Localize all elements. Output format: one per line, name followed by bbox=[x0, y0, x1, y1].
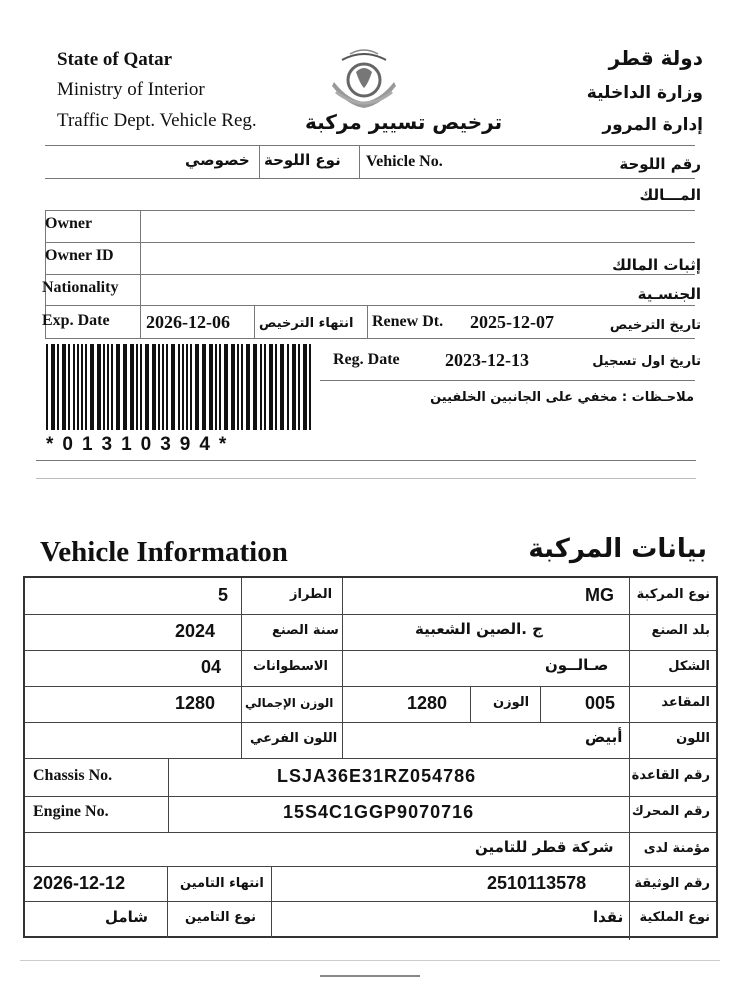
owner-id-label: Owner ID bbox=[45, 247, 114, 264]
policy-label: رقم الوثيقة bbox=[634, 876, 710, 891]
exp-date-label: Exp. Date bbox=[42, 312, 110, 329]
dept-ar: إدارة المرور bbox=[602, 115, 703, 135]
engine-value: 15S4C1GGP9070716 bbox=[283, 802, 475, 822]
chassis-label-ar: رقم القاعدة bbox=[631, 768, 710, 783]
owner-id-label-ar: إثبات المالك bbox=[612, 256, 701, 274]
weight-label: الوزن bbox=[493, 695, 530, 710]
color-label: اللون bbox=[676, 731, 710, 746]
cylinders-label: الاسطوانات bbox=[253, 659, 329, 674]
renew-date-label: Renew Dt. bbox=[372, 313, 444, 330]
gross-weight-label: الوزن الإجمالي bbox=[245, 696, 334, 710]
vehicle-info-table bbox=[23, 576, 718, 938]
engine-label-ar: رقم المحرك bbox=[631, 804, 710, 819]
renew-date-label-ar: تاريخ الترخيص bbox=[609, 318, 701, 333]
seats-label: المقاعد bbox=[661, 695, 710, 710]
reg-date-label: Reg. Date bbox=[333, 351, 400, 368]
cylinders-value: 04 bbox=[201, 657, 222, 677]
exp-date-label-ar: انتهاء الترخيص bbox=[259, 316, 354, 331]
dept-en: Traffic Dept. Vehicle Reg. bbox=[57, 110, 257, 131]
ownership-label: نوع الملكية bbox=[639, 910, 710, 925]
shape-label: الشكل bbox=[668, 659, 710, 674]
owner-label-ar: المـــالك bbox=[639, 186, 701, 204]
insured-by-value: شركة قطر للتامين bbox=[475, 838, 614, 856]
barcode-text: *01310394* bbox=[46, 434, 236, 455]
color-value: أبيض bbox=[585, 728, 623, 746]
engine-label: Engine No. bbox=[33, 803, 109, 820]
state-en: State of Qatar bbox=[57, 49, 173, 70]
year-value: 2024 bbox=[175, 621, 216, 641]
chassis-label: Chassis No. bbox=[33, 767, 113, 784]
owner-label: Owner bbox=[45, 215, 93, 232]
reg-date-value: 2023-12-13 bbox=[445, 350, 529, 370]
ministry-ar: وزارة الداخلية bbox=[586, 83, 703, 103]
exp-date-value: 2026-12-06 bbox=[146, 312, 230, 332]
ministry-en: Ministry of Interior bbox=[57, 79, 205, 100]
country-label: بلد الصنع bbox=[651, 623, 710, 638]
emblem-logo bbox=[328, 42, 400, 112]
model-value: 5 bbox=[218, 585, 229, 605]
nationality-label: Nationality bbox=[42, 279, 119, 296]
make-label: نوع المركبة bbox=[636, 587, 710, 602]
seats-value: 005 bbox=[585, 693, 616, 713]
state-ar: دولة قطر bbox=[608, 46, 703, 70]
weight-value: 1280 bbox=[407, 693, 448, 713]
shape-value: صـالــون bbox=[545, 656, 609, 674]
year-label: سنة الصنع bbox=[272, 623, 339, 638]
make-value: MG bbox=[585, 585, 614, 605]
insurance-type-value: شامل bbox=[105, 908, 149, 926]
insurance-type-label: نوع التامين bbox=[185, 910, 257, 925]
policy-value: 2510113578 bbox=[487, 873, 587, 893]
sub-color-label: اللون الفرعي bbox=[250, 731, 338, 746]
country-value: ج .الصين الشعبية bbox=[415, 620, 543, 638]
vehicle-no-label: Vehicle No. bbox=[366, 153, 443, 170]
reg-date-label-ar: تاريخ اول تسجيل bbox=[592, 354, 701, 369]
permit-title-ar: ترخيص تسيير مركبة bbox=[305, 110, 503, 134]
barcode bbox=[44, 344, 316, 432]
notes-text: ملاحـظات : مخفي على الجانبين الخلفيين bbox=[430, 390, 694, 405]
plate-no-label-ar: رقم اللوحة bbox=[619, 155, 701, 173]
insurance-exp-value: 2026-12-12 bbox=[33, 873, 126, 893]
vehicle-info-title: Vehicle Information bbox=[40, 536, 288, 568]
vehicle-info-title-ar: بيانات المركبة bbox=[528, 534, 707, 564]
chassis-value: LSJA36E31RZ054786 bbox=[277, 766, 477, 786]
plate-type-label: نوع اللوحة bbox=[264, 151, 341, 169]
renew-date-value: 2025-12-07 bbox=[470, 312, 554, 332]
insurance-exp-label: انتهاء التامين bbox=[180, 876, 264, 891]
nationality-label-ar: الجنسـية bbox=[637, 285, 701, 303]
insured-by-label: مؤمنة لدى bbox=[643, 841, 710, 856]
ownership-value: نقدا bbox=[593, 908, 624, 926]
gross-weight-value: 1280 bbox=[175, 693, 216, 713]
plate-type-value: خصوصي bbox=[185, 151, 250, 169]
model-label: الطراز bbox=[290, 587, 333, 602]
